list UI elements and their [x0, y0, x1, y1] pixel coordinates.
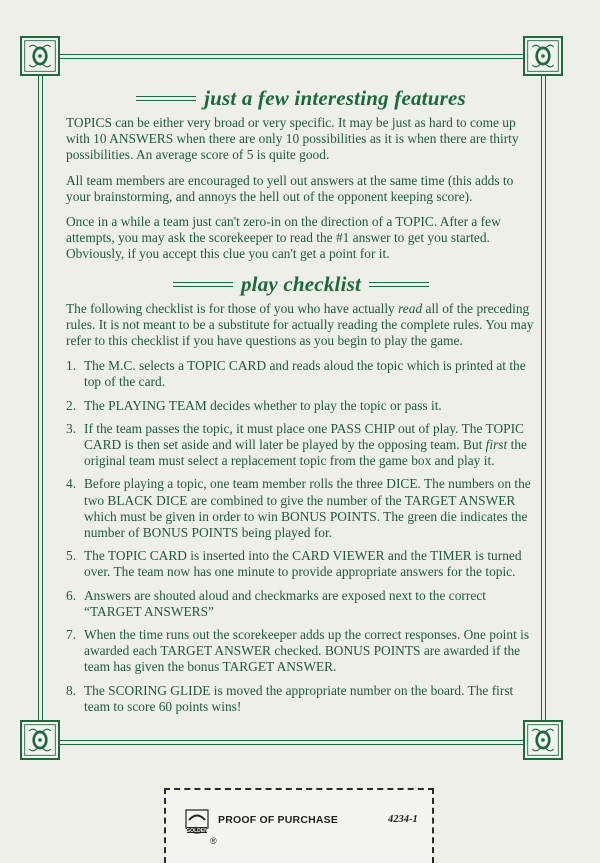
frame-top-line-inner: [58, 58, 524, 59]
frame-right-line-inner: [545, 76, 546, 720]
list-item: [66, 627, 536, 676]
checklist-heading-text: play checklist: [240, 271, 362, 296]
checklist-intro-part-3: all of the preceding rules. It is not meant to be a substitute for actually reading the complete rules. You may refer to this checklist if you have questions as you begin to play the game.: [66, 300, 534, 349]
list-item: [66, 476, 536, 541]
proof-of-purchase-label: PROOF OF PURCHASE: [218, 814, 339, 826]
step-text: The TOPIC CARD is inserted into the CARD VIEWER and the TIMER is turned over. The team now has one minute to provide appropriate answers for the topic.: [84, 548, 522, 580]
step-text: The M.C. selects a TOPIC CARD and reads aloud the topic which is printed at the top of the card.: [84, 358, 526, 390]
heading-rule-left: [173, 282, 233, 287]
checklist-steps: [66, 358, 536, 715]
step-text: [84, 421, 536, 470]
list-item: [66, 421, 536, 470]
step-text: When the time runs out the scorekeeper adds up the correct responses. One point is awarded each TARGET ANSWER checked. BONUS POINTS are awarded if the team has given the bonus TARGET ANSWER.: [84, 627, 530, 675]
features-paragraph-2: All team members are encouraged to yell out answers at the same time (this adds to your brainstorming, and annoys the hell out of the opponent keeping score).: [66, 172, 514, 204]
step-number: 1.: [66, 358, 77, 374]
corner-ornament-icon: [523, 36, 563, 76]
features-heading-text: just a few interesting features: [204, 86, 466, 110]
checklist-intro: [66, 301, 536, 350]
rules-content: [66, 86, 536, 722]
features-heading: [66, 86, 536, 111]
step-text-part: If the team passes the topic, it must place one PASS CHIP out of play. The TOPIC CARD is then set aside and will later be played by the opposing team. But: [84, 420, 524, 453]
step-number: 6.: [66, 587, 77, 603]
corner-ornament-icon: [20, 720, 60, 760]
product-code: 4234-1: [388, 814, 418, 825]
registered-mark: ®: [210, 836, 217, 846]
step-number: 4.: [66, 476, 77, 492]
step-number: 7.: [66, 627, 77, 643]
step-number: 8.: [66, 682, 77, 698]
checklist-intro-emphasis: read: [398, 300, 423, 316]
step-text: Answers are shouted aloud and checkmarks are exposed next to the correct “TARGET ANSWERS”: [84, 587, 486, 619]
checklist-heading: [66, 272, 536, 297]
step-number: 5.: [66, 548, 77, 564]
logo-text: GOLDEN: [186, 828, 208, 834]
checklist-intro-part-1: The following checklist is for those of you who have actually: [66, 300, 399, 316]
frame-top-line: [58, 54, 524, 55]
proof-of-purchase: [164, 788, 434, 863]
step-text-part: the original team must select a replacement topic from the game box and play it.: [84, 437, 527, 469]
heading-rule-right: [369, 282, 429, 287]
step-text: The SCORING GLIDE is moved the appropriate number on the board. The first team to score 60 points wins!: [84, 682, 514, 714]
golden-books-logo-icon: [184, 808, 210, 838]
frame-left-line-inner: [42, 76, 43, 720]
step-text: The PLAYING TEAM decides whether to play the topic or pass it.: [84, 397, 442, 413]
corner-ornament-icon: [523, 720, 563, 760]
step-text-emphasis: first: [485, 437, 508, 453]
frame-right-line: [541, 76, 542, 720]
list-item: [66, 548, 536, 580]
frame-left-line: [38, 76, 39, 720]
features-paragraph-1: TOPICS can be either very broad or very specific. It may be just as hard to come up with 10 ANSWERS when there are only 10 possibilities as it is when there are thirty possibilities. An average score of 5 is quite good.: [66, 115, 519, 163]
features-paragraph-3: Once in a while a team just can't zero-in on the direction of a TOPIC. After a few attempts, you may ask the scorekeeper to read the #1 answer to get you started. Obviously, if you accept this clue you can't get a point for it.: [66, 214, 501, 262]
frame-bottom-line: [58, 740, 524, 741]
list-item: [66, 588, 536, 620]
list-item: [66, 683, 536, 715]
step-number: 2.: [66, 397, 77, 413]
list-item: [66, 398, 536, 414]
list-item: [66, 358, 536, 390]
heading-rule-left: [136, 96, 196, 101]
step-number: 3.: [66, 420, 77, 436]
corner-ornament-icon: [20, 36, 60, 76]
step-text: Before playing a topic, one team member rolls the three DICE. The numbers on the two BLACK DICE are combined to give the number of the TARGET ANSWER which must be given in order to win BONUS POINTS. The green die indicates the number of BONUS POINTS being played for.: [84, 476, 531, 541]
frame-bottom-line-inner: [58, 744, 524, 745]
